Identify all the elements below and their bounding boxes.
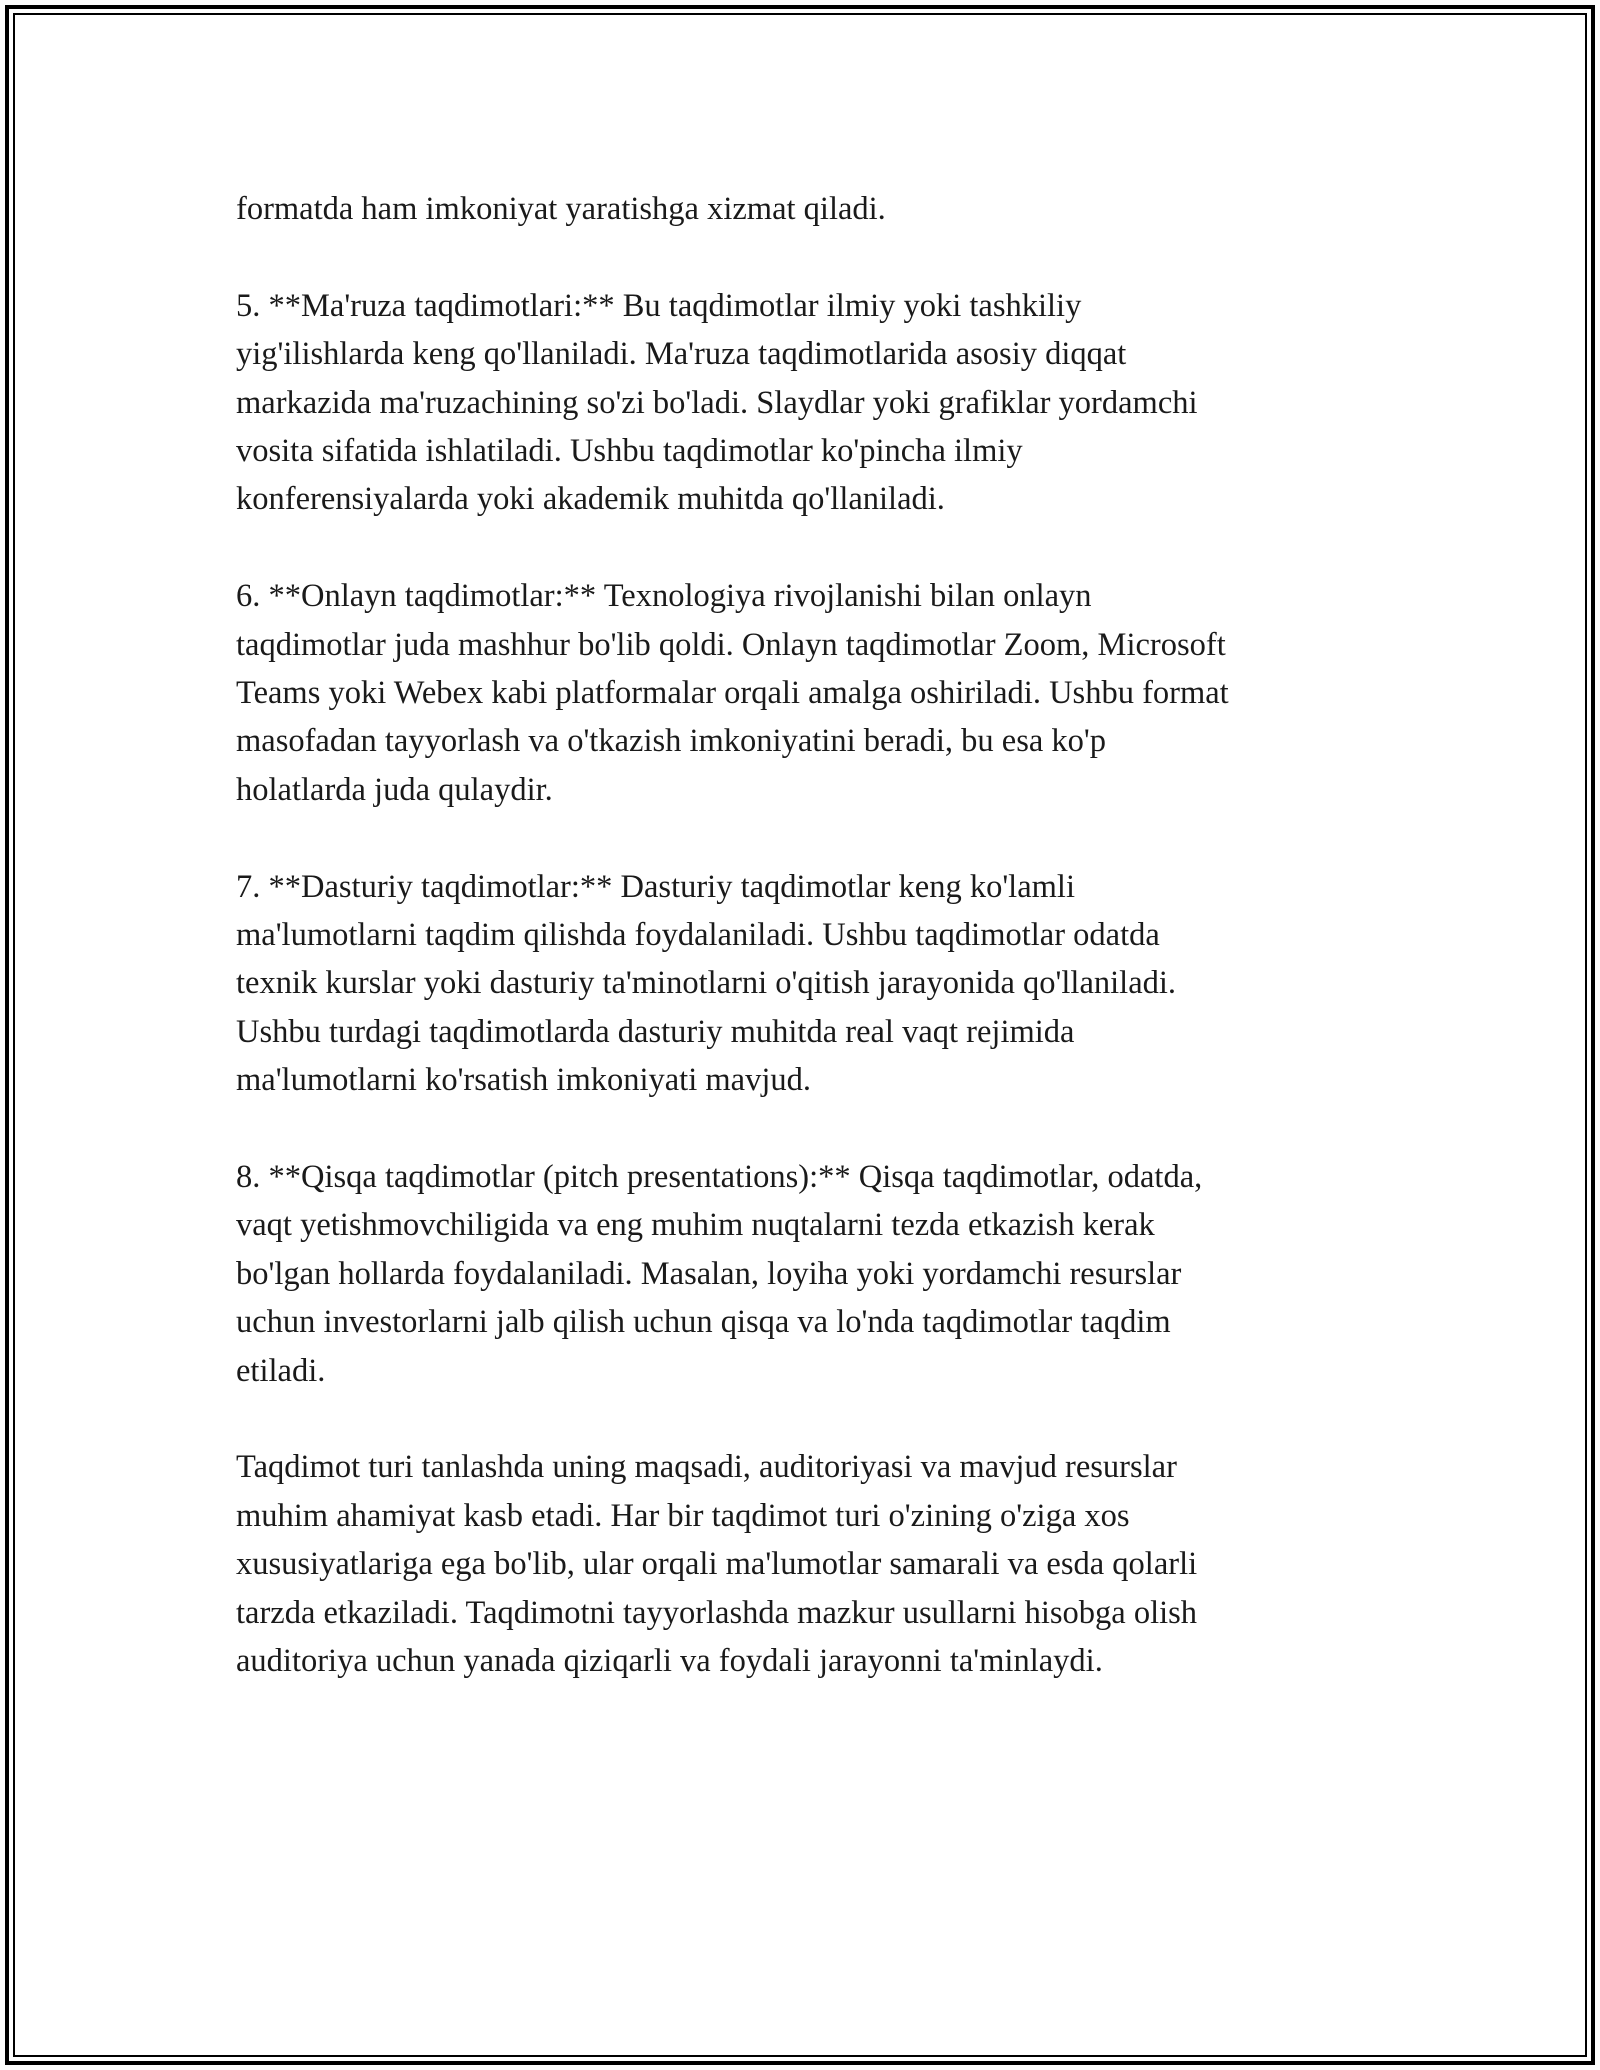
paragraph-continuation: formatda ham imkoniyat yaratishga xizmat qiladi. [236,191,886,227]
paragraph-item-6-online-presentations: 6. **Onlayn taqdimotlar:** Texnologiya rivojlanishi bilan onlayn taqdimotlar juda mashhur bo'lib qoldi. Onlayn taqdimotlar Zoom, Microsoft Teams yoki Webex kabi platformalar orqali amalga oshiriladi. Ushbu format masofadan tayyorlash va o'tkazish imkoniyatini beradi, bu esa ko'p holatlarda juda qulaydir. [236,578,1229,808]
paragraph-item-7-software-presentations: 7. **Dasturiy taqdimotlar:** Dasturiy taqdimotlar keng ko'lamli ma'lumotlarni taqdim qilishda foydalaniladi. Ushbu taqdimotlar odatda texnik kurslar yoki dasturiy ta'minotlarni o'qitish jarayonida qo'llaniladi. Ushbu turdagi taqdimotlarda dasturiy muhitda real vaqt rejimida ma'lumotlarni ko'rsatish imkoniyati mavjud. [236,868,1177,1099]
paragraph-item-8-pitch-presentations: 8. **Qisqa taqdimotlar (pitch presentations):** Qisqa taqdimotlar, odatda, vaqt yetishmovchiligida va eng muhim nuqtalarni tezda etkazish kerak bo'lgan hollarda foydalaniladi. Masalan, loyiha yoki yordamchi resurslar uchun investorlarni jalb qilish uchun qisqa va lo'nda taqdimotlar taqdim etiladi. [236,1159,1203,1389]
paragraph-conclusion: Taqdimot turi tanlashda uning maqsadi, auditoriyasi va mavjud resurslar muhim ahamiyat kasb etadi. Har bir taqdimot turi o'zining o'ziga xos xususiyatlariga ega bo'lib, ular orqali ma'lumotlar samarali va esda qolarli tarzda etkaziladi. Taqdimotni tayyorlashda mazkur usullarni hisobga olish auditoriya uchun yanada qiziqarli va foydali jarayonni ta'minlaydi. [236,1449,1198,1680]
paragraph-item-5-lecture-presentations: 5. **Ma'ruza taqdimotlari:** Bu taqdimotlar ilmiy yoki tashkiliy yig'ilishlarda keng qo'llaniladi. Ma'ruza taqdimotlarida asosiy diqqat markazida ma'ruzachining so'zi bo'ladi. Slaydlar yoki grafiklar yordamchi vosita sifatida ishlatiladi. Ushbu taqdimotlar ko'pincha ilmiy konferensiyalarda yoki akademik muhitda qo'llaniladi. [236,287,1198,518]
document-body [236,185,1376,1686]
